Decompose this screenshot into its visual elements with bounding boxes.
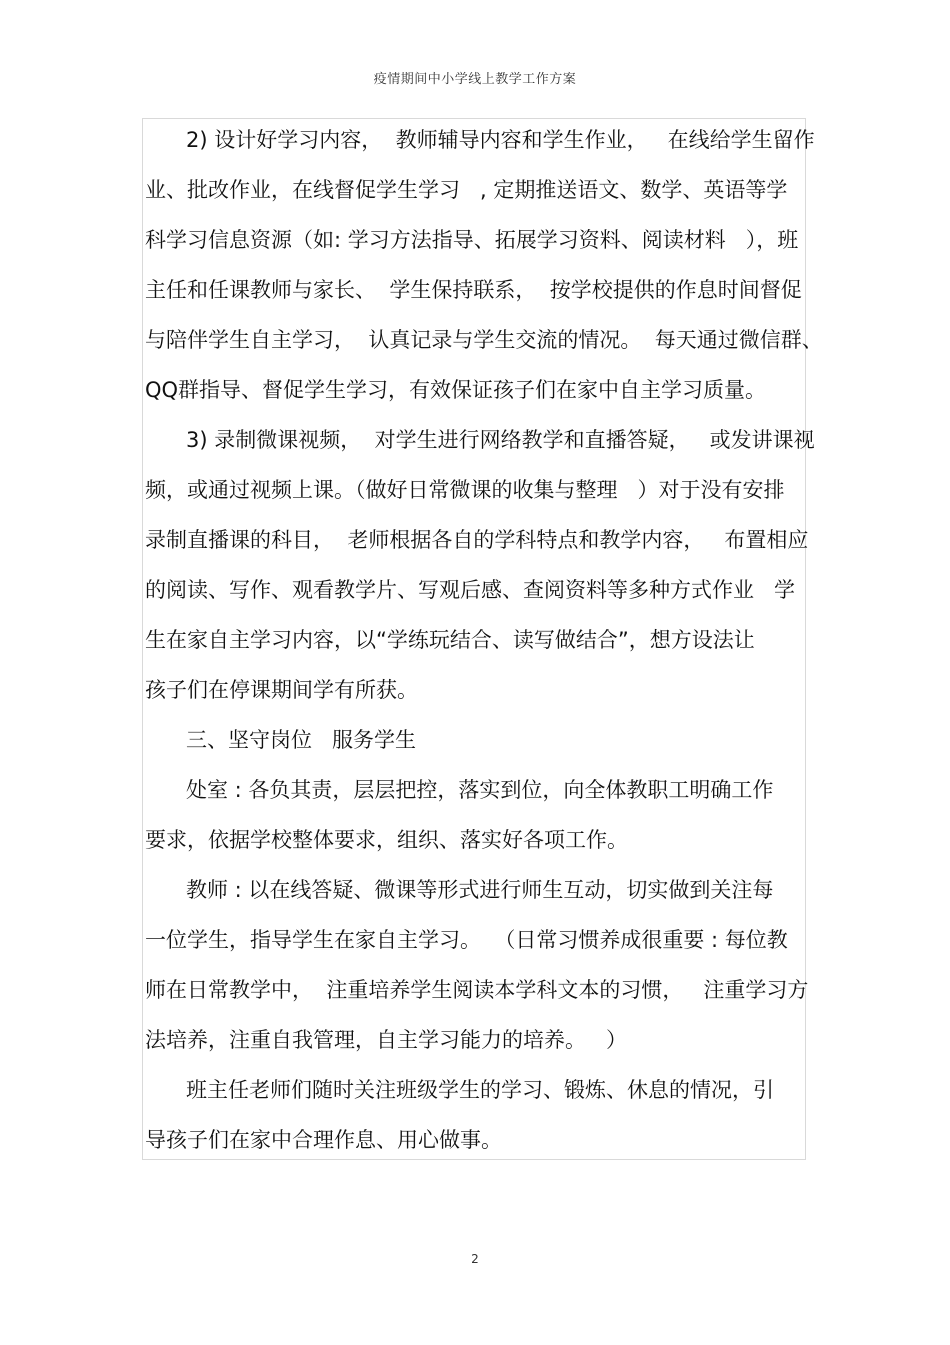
text-line: 与陪伴学生自主学习， 认真记录与学生交流的情况。 每天通过微信群、 bbox=[145, 328, 823, 352]
text-line: 法培养，注重自我管理，自主学习能力的培养。 ） bbox=[145, 1028, 628, 1052]
section-heading: 三、坚守岗位 服务学生 bbox=[186, 728, 417, 752]
text-line: 要求，依据学校整体要求，组织、落实好各项工作。 bbox=[145, 828, 628, 852]
text-line: 的阅读、写作、观看教学片、写观后感、查阅资料等多种方式作业 学 bbox=[145, 578, 796, 602]
text-line: 处室 : 各负其责，层层把控，落实到位，向全体教职工明确工作 bbox=[186, 778, 774, 802]
text-line: 3) 录制微课视频， 对学生进行网络教学和直播答疑， 或发讲课视 bbox=[186, 428, 815, 452]
text-line: 2) 设计好学习内容， 教师辅导内容和学生作业， 在线给学生留作 bbox=[186, 128, 815, 152]
text-line: 业、批改作业，在线督促学生学习 , 定期推送语文、数学、英语等学 bbox=[145, 178, 788, 202]
text-line: 导孩子们在家中合理作息、用心做事。 bbox=[145, 1128, 502, 1152]
page-number: 2 bbox=[471, 1252, 479, 1266]
text-line: 一位学生，指导学生在家自主学习。 （日常习惯养成很重要 : 每位教 bbox=[145, 928, 788, 952]
text-line: 主任和任课教师与家长、 学生保持联系， 按学校提供的作息时间督促 bbox=[145, 278, 802, 302]
text-line: 频，或通过视频上课。（做好日常微课的收集与整理 ）对于没有安排 bbox=[145, 478, 785, 502]
running-header: 疫情期间中小学线上教学工作方案 bbox=[373, 72, 577, 87]
text-line: 录制直播课的科目， 老师根据各自的学科特点和教学内容， 布置相应 bbox=[145, 528, 809, 552]
text-line: 教师 : 以在线答疑、微课等形式进行师生互动，切实做到关注每 bbox=[186, 878, 774, 902]
text-line: 班主任老师们随时关注班级学生的学习、锻炼、休息的情况，引 bbox=[186, 1078, 774, 1102]
text-line: 孩子们在停课期间学有所获。 bbox=[145, 678, 418, 702]
text-line: 生在家自主学习内容，以“学练玩结合、读写做结合”，想方设法让 bbox=[145, 628, 755, 652]
text-line: 师在日常教学中， 注重培养学生阅读本学科文本的习惯， 注重学习方 bbox=[145, 978, 809, 1002]
text-line: QQ群指导、督促学生学习，有效保证孩子们在家中自主学习质量。 bbox=[145, 378, 767, 402]
text-line: 科学习信息资源（如: 学习方法指导、拓展学习资料、阅读材料 ），班 bbox=[145, 228, 799, 252]
